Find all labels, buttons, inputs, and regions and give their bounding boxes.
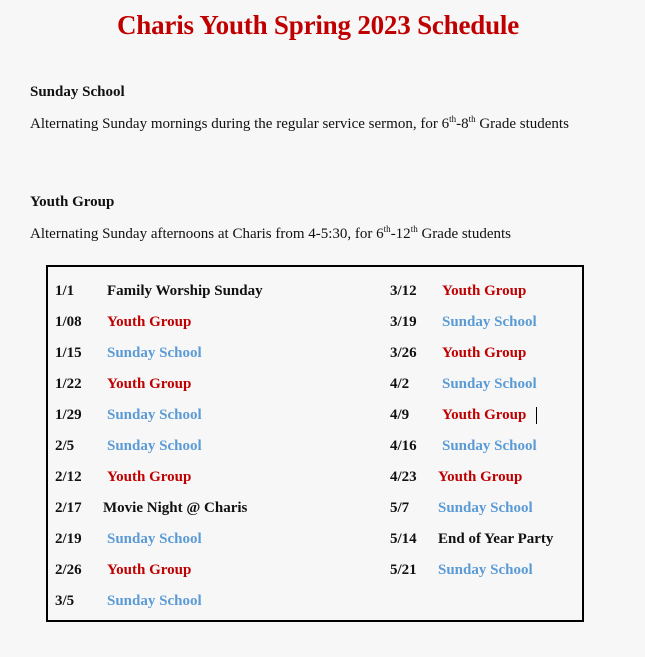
schedule-event: Sunday School (107, 531, 202, 547)
schedule-event: Youth Group (107, 469, 192, 485)
schedule-date: 1/1 (55, 283, 75, 299)
schedule-date: 2/17 (55, 500, 82, 516)
schedule-event: Sunday School (442, 376, 537, 392)
schedule-event: Youth Group (442, 345, 527, 361)
schedule-date: 4/9 (390, 407, 410, 423)
schedule-date: 4/2 (390, 376, 410, 392)
schedule-event: Family Worship Sunday (107, 283, 263, 299)
schedule-event: Sunday School (107, 407, 202, 423)
schedule-date: 4/23 (390, 469, 417, 485)
schedule-date: 3/26 (390, 345, 417, 361)
description-text: Grade students (475, 116, 569, 132)
text-cursor (536, 407, 537, 424)
description-text: Grade students (417, 226, 512, 242)
description-text: Alternating Sunday mornings during the regular service sermon, for 6 (30, 116, 450, 132)
description-text: -8 (456, 116, 469, 132)
page-title: Charis Youth Spring 2023 Schedule (117, 10, 519, 40)
description-text: Alternating Sunday afternoons at Charis from 4-5:30, for 6 (30, 226, 384, 242)
schedule-event: End of Year Party (438, 531, 554, 547)
schedule-event: Sunday School (107, 345, 202, 361)
sunday-school-heading: Sunday School (30, 84, 125, 100)
youth-group-description (30, 224, 610, 244)
schedule-event: Sunday School (107, 438, 202, 454)
schedule-event: Youth Group (438, 469, 523, 485)
youth-group-heading: Youth Group (30, 194, 115, 210)
schedule-date: 5/7 (390, 500, 410, 516)
ordinal-suffix: th (449, 114, 457, 124)
sunday-school-description (30, 114, 610, 134)
description-text: -12 (390, 226, 411, 242)
schedule-event: Youth Group (107, 376, 192, 392)
schedule-event: Movie Night @ Charis (103, 500, 248, 516)
schedule-date: 3/19 (390, 314, 417, 330)
schedule-event: Youth Group (442, 283, 527, 299)
schedule-date: 1/08 (55, 314, 82, 330)
ordinal-suffix: th (383, 224, 391, 234)
schedule-event: Sunday School (107, 593, 202, 609)
schedule-date: 3/5 (55, 593, 75, 609)
ordinal-suffix: th (410, 224, 418, 234)
schedule-date: 2/19 (55, 531, 82, 547)
schedule-event: Sunday School (438, 562, 533, 578)
schedule-event: Youth Group (107, 314, 192, 330)
schedule-date: 2/26 (55, 562, 82, 578)
schedule-event: Youth Group (107, 562, 192, 578)
schedule-date: 3/12 (390, 283, 417, 299)
schedule-date: 1/15 (55, 345, 82, 361)
schedule-event: Youth Group (442, 407, 527, 423)
schedule-date: 2/12 (55, 469, 82, 485)
schedule-date: 4/16 (390, 438, 417, 454)
schedule-date: 2/5 (55, 438, 75, 454)
schedule-event: Sunday School (442, 314, 537, 330)
schedule-date: 5/14 (390, 531, 417, 547)
schedule-date: 1/29 (55, 407, 82, 423)
schedule-event: Sunday School (438, 500, 533, 516)
ordinal-suffix: th (468, 114, 476, 124)
schedule-event: Sunday School (442, 438, 537, 454)
schedule-date: 1/22 (55, 376, 82, 392)
schedule-date: 5/21 (390, 562, 417, 578)
